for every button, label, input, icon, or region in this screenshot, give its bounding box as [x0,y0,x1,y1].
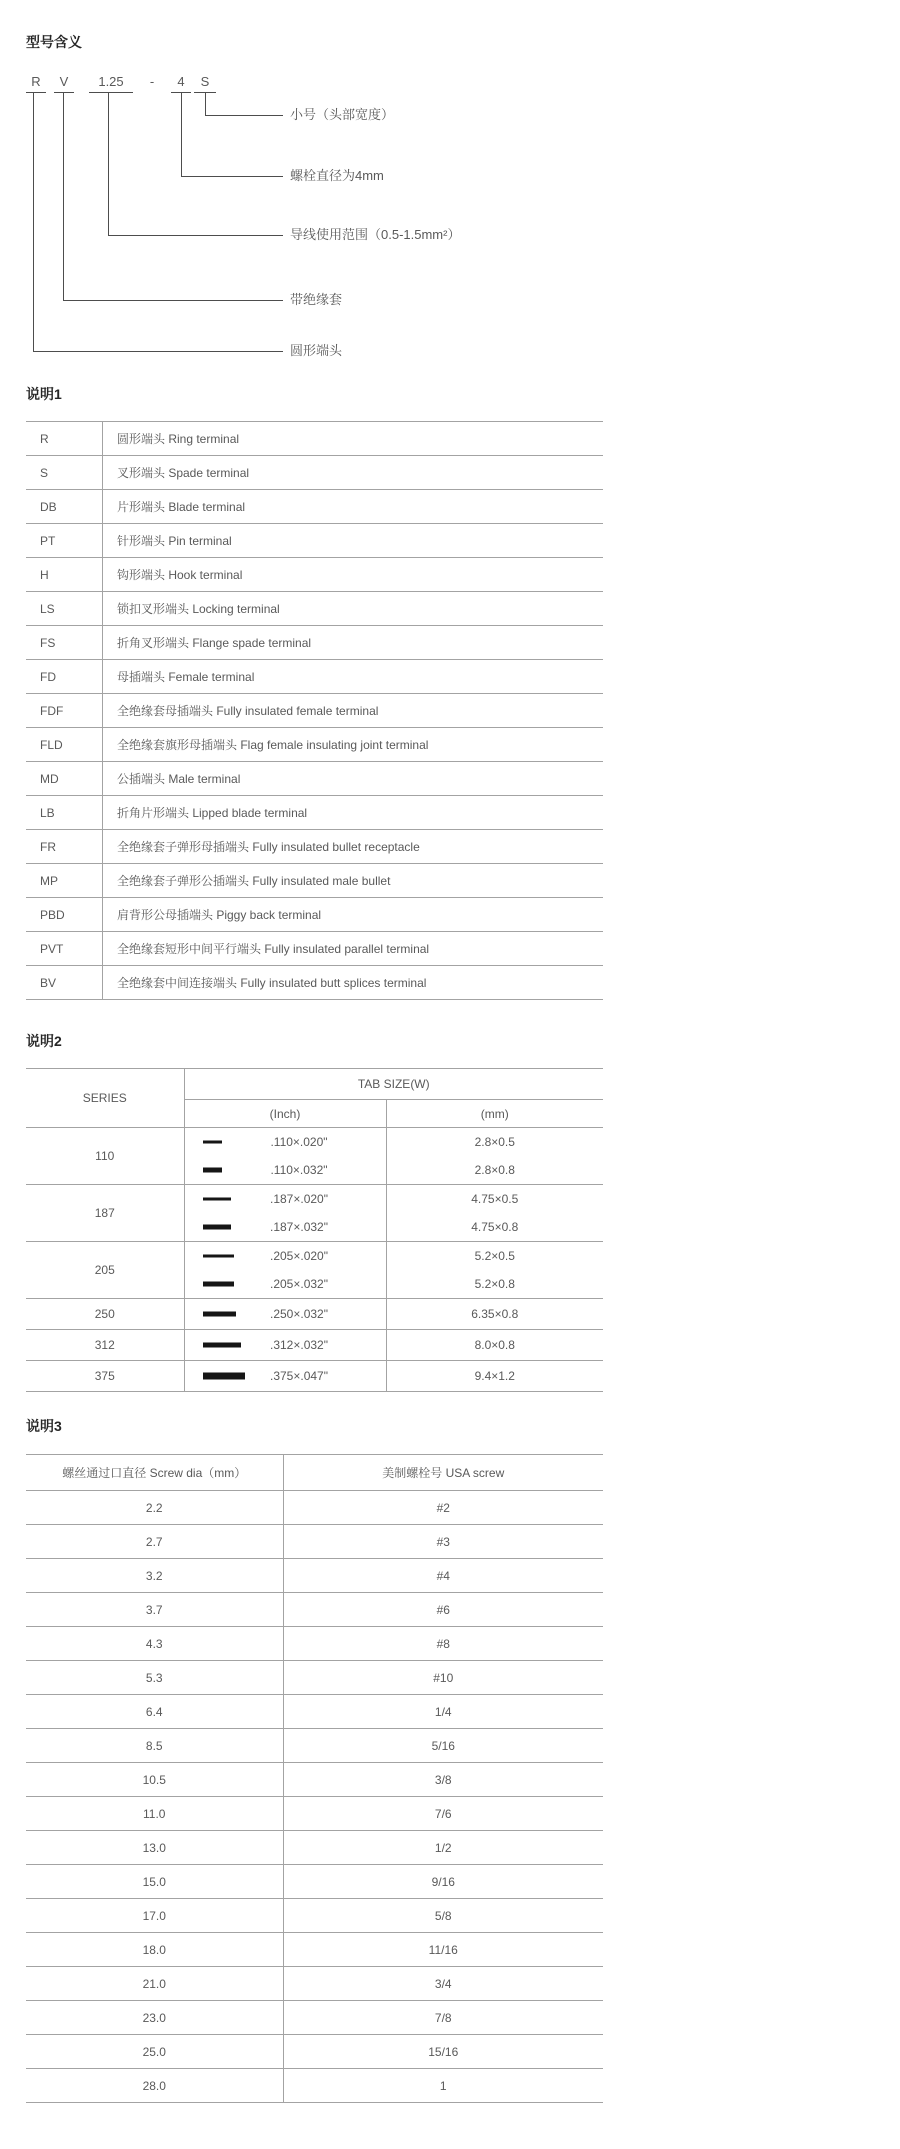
usa-screw-value: 7/6 [434,1806,452,1821]
table-row [26,592,603,626]
table-row [26,694,603,728]
usa-screw-value: #8 [436,1636,450,1651]
terminal-desc: 全绝缘套中间连接端头 Fully insulated butt splices terminal [117,976,427,990]
terminal-code: PBD [26,898,103,932]
table-header-row [26,1069,603,1100]
table-row [26,2001,603,2035]
terminal-desc: 圆形端头 Ring terminal [117,432,240,446]
terminal-desc: 全绝缘套子弹形公插端头 Fully insulated male bullet [117,874,391,888]
screw-dia-value: 21.0 [26,1967,283,2001]
table-row [26,1525,603,1559]
terminal-code: S [26,456,103,490]
terminal-desc: 折角叉形端头 Flange spade terminal [117,636,312,650]
section1-title: 说明1 [26,386,62,402]
table-row [26,2069,603,2103]
usa-screw-value: 9/16 [431,1874,455,1889]
mm-header: (mm) [386,1100,603,1128]
screw-dia-value: 11.0 [26,1797,283,1831]
terminal-code: DB [26,490,103,524]
table-row [26,1299,603,1330]
inch-value: .205×.020" [184,1242,386,1271]
table-header-row [26,1455,603,1491]
table-row [26,1185,603,1214]
tab-size-swatch-icon [203,1255,234,1258]
diagram-label-bolt-dia: 螺栓直径为4mm [290,168,384,183]
table-row [26,1627,603,1661]
terminal-desc: 钩形端头 Hook terminal [117,568,243,582]
mm-value: 6.35×0.8 [471,1307,519,1321]
section3-title: 说明3 [26,1418,62,1434]
screw-dia-value: 25.0 [26,2035,283,2069]
screw-dia-value: 2.2 [26,1491,283,1525]
connector-line-1-25-h [108,235,283,236]
screw-dia-header: 螺丝通过口直径 Screw dia（mm） [26,1455,283,1491]
page-title: 型号含义 [26,34,82,50]
usa-screw-value: 3/8 [434,1772,452,1787]
table-row [26,1559,603,1593]
code-part-1-25: 1.25 [89,72,133,93]
mm-value: 5.2×0.5 [474,1249,515,1263]
terminal-desc: 母插端头 Female terminal [117,670,255,684]
tab-size-swatch-icon [203,1225,231,1230]
series-value: 187 [26,1185,184,1242]
tab-size-swatch-icon [203,1282,234,1287]
terminal-desc: 全绝缘套子弹形母插端头 Fully insulated bullet receptacle [117,840,420,854]
screw-dia-value: 17.0 [26,1899,283,1933]
table-row [26,728,603,762]
terminal-code: LB [26,796,103,830]
inch-value: .312×.032" [184,1330,386,1361]
table-row [26,966,603,1000]
inch-value: .187×.020" [184,1185,386,1214]
terminal-desc: 公插端头 Male terminal [117,772,241,786]
table-row [26,1128,603,1157]
diagram-label-insulated: 带绝缘套 [290,292,343,307]
code-part-s: S [194,72,216,93]
mm-value: 4.75×0.8 [471,1220,519,1234]
connector-line-v [63,92,64,300]
series-value: 205 [26,1242,184,1299]
screw-dia-value: 10.5 [26,1763,283,1797]
terminal-code: FS [26,626,103,660]
table-row [26,1967,603,2001]
terminal-code: MP [26,864,103,898]
table-row [26,1899,603,1933]
usa-screw-value: 1/4 [434,1704,452,1719]
series-value: 250 [26,1299,184,1330]
usa-screw-header: 美制螺栓号 USA screw [283,1455,603,1491]
series-value: 375 [26,1361,184,1392]
tab-size-swatch-icon [203,1343,241,1348]
terminal-code: H [26,558,103,592]
code-part-dash: - [149,74,155,89]
terminal-desc: 叉形端头 Spade terminal [117,466,250,480]
terminal-desc: 针形端头 Pin terminal [117,534,232,548]
screw-dia-value: 8.5 [26,1729,283,1763]
tab-size-swatch-icon [203,1168,222,1173]
table-row [26,1242,603,1271]
inch-value: .110×.020" [184,1128,386,1157]
table-row [26,1933,603,1967]
tab-size-swatch-icon [203,1373,245,1380]
table-row [26,456,603,490]
screw-dia-value: 28.0 [26,2069,283,2103]
diagram-label-head-width: 小号（头部宽度） [290,107,395,122]
table-row [26,524,603,558]
table-row [26,660,603,694]
usa-screw-value: #6 [436,1602,450,1617]
table-row [26,1330,603,1361]
table-row [26,898,603,932]
table-row [26,558,603,592]
terminal-desc: 肩背形公母插端头 Piggy back terminal [117,908,322,922]
inch-value: .205×.032" [184,1270,386,1299]
table-row [26,796,603,830]
usa-screw-value: 7/8 [434,2010,452,2025]
table-row [26,1695,603,1729]
terminal-desc: 片形端头 Blade terminal [117,500,246,514]
screw-dia-value: 13.0 [26,1831,283,1865]
diagram-label-wire-range: 导线使用范围（0.5-1.5mm²） [290,227,461,242]
tab-size-swatch-icon [203,1141,222,1144]
screw-size-table [26,1454,603,2103]
table-row [26,422,603,456]
screw-dia-value: 2.7 [26,1525,283,1559]
terminal-code: FDF [26,694,103,728]
connector-line-s-h [205,115,283,116]
table-row [26,932,603,966]
model-code-diagram [0,60,900,370]
screw-dia-value: 5.3 [26,1661,283,1695]
inch-header: (Inch) [184,1100,386,1128]
usa-screw-value: 5/16 [431,1738,455,1753]
terminal-code: FD [26,660,103,694]
tab-size-swatch-icon [203,1312,236,1317]
mm-value: 2.8×0.5 [474,1135,515,1149]
table-row [26,626,603,660]
connector-line-r [33,92,34,351]
series-header: SERIES [26,1069,184,1128]
tab-size-header: TAB SIZE(W) [184,1069,603,1100]
mm-value: 8.0×0.8 [474,1338,515,1352]
terminal-code: FLD [26,728,103,762]
section2-title: 说明2 [26,1033,62,1049]
table-row [26,1361,603,1392]
screw-dia-value: 3.7 [26,1593,283,1627]
terminal-desc: 锁扣叉形端头 Locking terminal [117,602,280,616]
screw-dia-value: 4.3 [26,1627,283,1661]
connector-line-1-25 [108,92,109,235]
inch-value: .187×.032" [184,1213,386,1242]
table-row [26,2035,603,2069]
tab-size-swatch-icon [203,1198,231,1201]
table-row [26,1593,603,1627]
terminal-code: PT [26,524,103,558]
mm-value: 2.8×0.8 [474,1163,515,1177]
table-row [26,1831,603,1865]
usa-screw-value: 5/8 [434,1908,452,1923]
screw-dia-value: 23.0 [26,2001,283,2035]
usa-screw-value: 1 [439,2078,447,2093]
screw-dia-value: 3.2 [26,1559,283,1593]
table-row [26,1661,603,1695]
tab-size-table [26,1068,603,1392]
mm-value: 5.2×0.8 [474,1277,515,1291]
table-row [26,1491,603,1525]
table-row [26,830,603,864]
terminal-desc: 全绝缘套短形中间平行端头 Fully insulated parallel terminal [117,942,430,956]
mm-value: 4.75×0.5 [471,1192,519,1206]
terminal-desc: 全绝缘套旗形母插端头 Flag female insulating joint terminal [117,738,429,752]
code-part-r: R [26,72,46,93]
terminal-desc: 全绝缘套母插端头 Fully insulated female terminal [117,704,379,718]
series-value: 312 [26,1330,184,1361]
series-value: 110 [26,1128,184,1185]
terminal-code: R [26,422,103,456]
usa-screw-value: 3/4 [434,1976,452,1991]
terminal-code: MD [26,762,103,796]
table-row [26,1865,603,1899]
table-row [26,1797,603,1831]
terminal-code: PVT [26,932,103,966]
connector-line-4 [181,92,182,176]
screw-dia-value: 18.0 [26,1933,283,1967]
terminal-code: FR [26,830,103,864]
table-row [26,1763,603,1797]
usa-screw-value: #10 [433,1670,454,1685]
screw-dia-value: 6.4 [26,1695,283,1729]
inch-value: .250×.032" [184,1299,386,1330]
usa-screw-value: #4 [436,1568,450,1583]
connector-line-s [205,92,206,115]
terminal-code: LS [26,592,103,626]
code-part-v: V [54,72,74,93]
table-row [26,762,603,796]
usa-screw-value: 15/16 [428,2044,459,2059]
connector-line-r-h [33,351,283,352]
usa-screw-value: #2 [436,1500,450,1515]
screw-dia-value: 15.0 [26,1865,283,1899]
connector-line-v-h [63,300,283,301]
table-row [26,1729,603,1763]
table-row [26,864,603,898]
table-row [26,490,603,524]
terminal-desc: 折角片形端头 Lipped blade terminal [117,806,308,820]
inch-value: .110×.032" [184,1156,386,1185]
usa-screw-value: #3 [436,1534,450,1549]
diagram-label-ring: 圆形端头 [290,343,343,358]
connector-line-4-h [181,176,283,177]
code-part-4: 4 [171,72,191,93]
usa-screw-value: 11/16 [428,1942,458,1957]
terminal-code: BV [26,966,103,1000]
terminal-code-table [26,421,603,1000]
mm-value: 9.4×1.2 [474,1369,515,1383]
inch-value: .375×.047" [184,1361,386,1392]
usa-screw-value: 1/2 [434,1840,452,1855]
